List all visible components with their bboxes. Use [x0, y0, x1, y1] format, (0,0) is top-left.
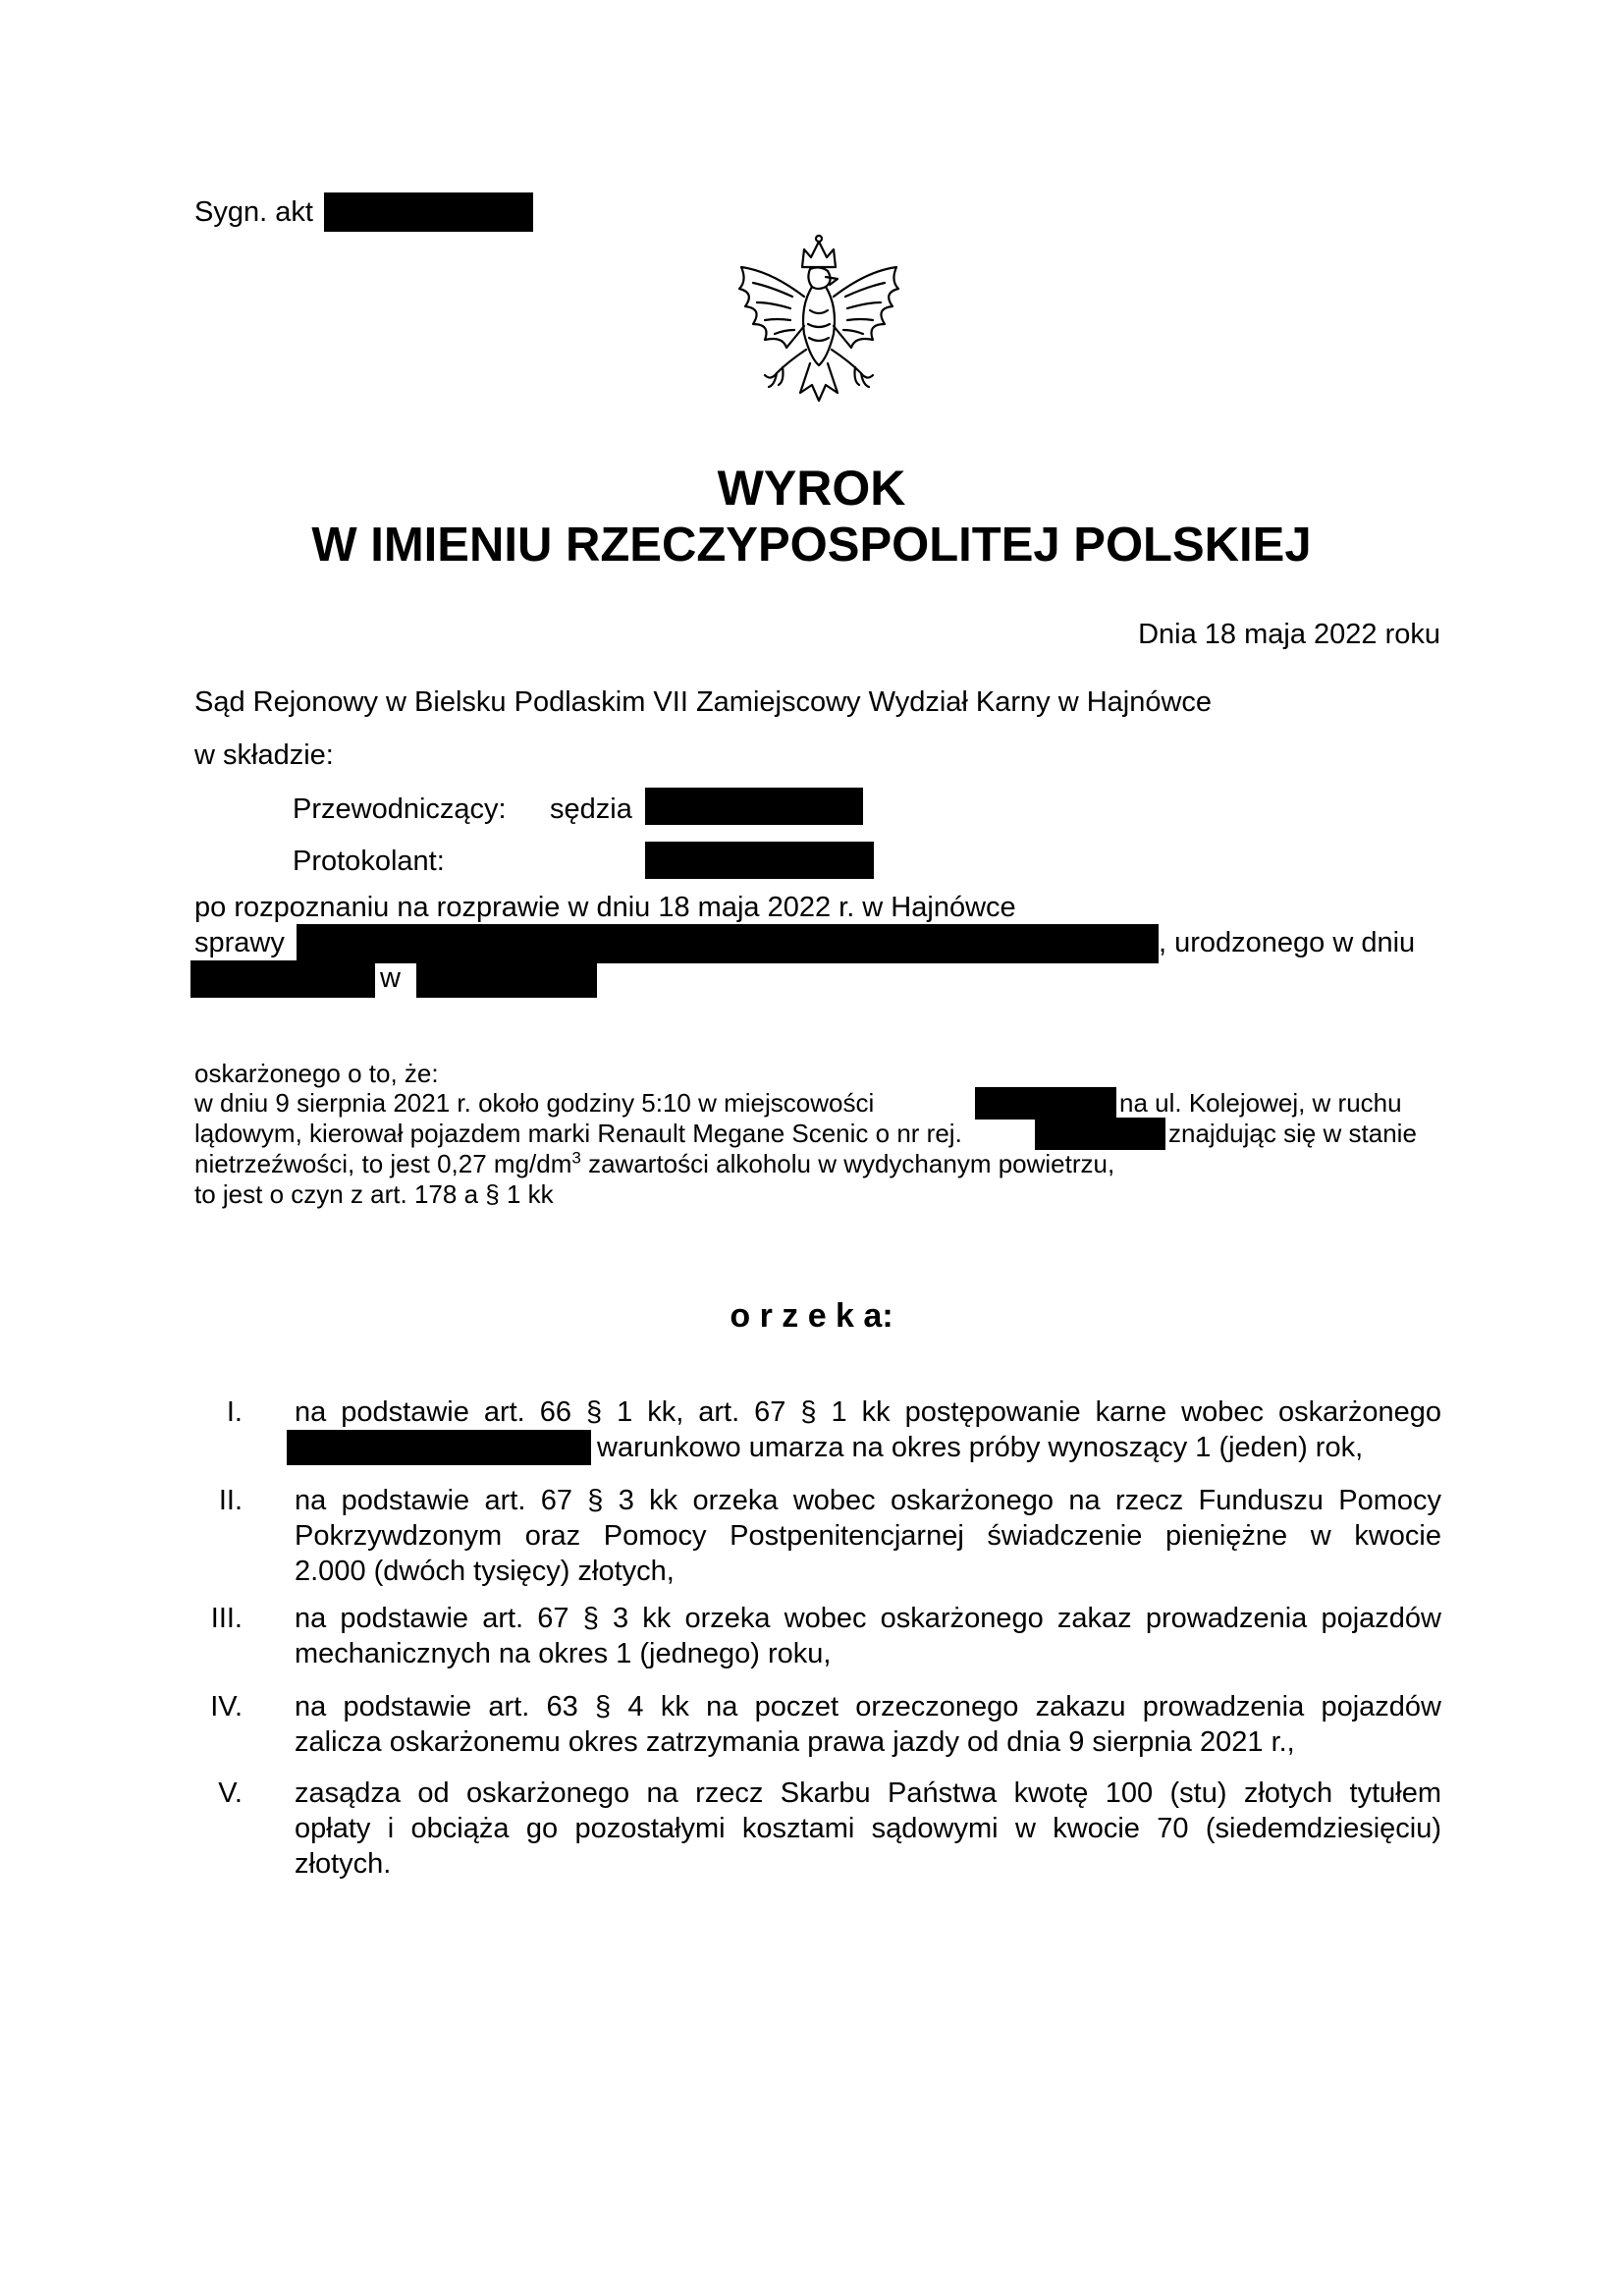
redaction-birth-place — [416, 960, 597, 998]
chair-title: sędzia — [550, 793, 632, 825]
case-birth-suffix: , urodzonego w dniu — [1159, 927, 1416, 958]
item-5-line-1: zasądza od oskarżonego na rzecz Skarbu Państwa kwotę 100 (stu) złotych tytułem — [295, 1777, 1441, 1809]
item-1-numeral: I. — [226, 1396, 243, 1428]
item-3-numeral: III. — [210, 1603, 243, 1634]
item-4 — [295, 1689, 1441, 1760]
redaction-defendant-item-1 — [287, 1430, 591, 1465]
charge-line-2b: znajdując się w stanie — [1168, 1119, 1417, 1148]
item-4-line-2: zalicza oskarżonemu okres zatrzymania prawa jazdy od dnia 9 sierpnia 2021 r., — [295, 1726, 1295, 1758]
court-name: Sąd Rejonowy w Bielsku Podlaskim VII Zamiejscowy Wydział Karny w Hajnówce — [194, 686, 1213, 718]
redaction-registration — [1035, 1118, 1165, 1150]
chair-label: Przewodniczący: — [293, 793, 507, 825]
hearing-line: po rozpoznaniu na rozprawie w dniu 18 maja 2022 r. w Hajnówce — [194, 892, 1016, 923]
item-1-line-1: na podstawie art. 66 § 1 kk, art. 67 § 1 kk postępowanie karne wobec oskarżonego — [295, 1396, 1441, 1428]
verdict-subtitle: W IMIENIU RZECZYPOSPOLITEJ POLSKIEJ — [311, 519, 1312, 572]
item-3 — [295, 1601, 1441, 1671]
place-prefix: w — [380, 962, 401, 994]
charge-line-1a: w dniu 9 sierpnia 2021 r. około godziny 5:10 w miejscowości — [194, 1088, 875, 1118]
item-5-line-3: złotych. — [295, 1848, 392, 1880]
item-4-line-1: na podstawie art. 63 § 4 kk na poczet orzeczonego zakazu prowadzenia pojazdów — [295, 1691, 1441, 1722]
item-5-numeral: V. — [218, 1777, 243, 1809]
item-1-line-2: warunkowo umarza na okres próby wynoszący 1 (jeden) rok, — [597, 1432, 1364, 1463]
verdict-date: Dnia 18 maja 2022 roku — [1138, 619, 1440, 650]
redaction-birth-date — [190, 960, 375, 998]
item-3-line-2: mechanicznych na okres 1 (jednego) roku, — [295, 1638, 832, 1669]
charge-intro: oskarżonego o to, że: — [194, 1059, 439, 1088]
clerk-label: Protokolant: — [293, 846, 445, 877]
case-number-label: Sygn. akt — [194, 196, 313, 228]
verdict-heading: o r z e k a: — [730, 1297, 893, 1335]
verdict-title: WYROK — [717, 461, 906, 516]
redaction-defendant-name — [297, 924, 1159, 963]
charge-line-3 — [194, 1149, 1114, 1179]
composition-label: w składzie: — [194, 739, 334, 771]
charge-line-2a: lądowym, kierował pojazdem marki Renault Megane Scenic o nr rej. — [194, 1119, 962, 1148]
item-2-line-3: 2.000 (dwóch tysięcy) złotych, — [295, 1556, 675, 1587]
redaction-case-number — [324, 192, 533, 232]
polish-eagle-emblem-icon — [731, 228, 906, 419]
item-5-line-2: opłaty i obciąża go pozostałymi kosztami sądowymi w kwocie 70 (siedemdziesięciu) — [295, 1813, 1441, 1844]
case-prefix: sprawy — [194, 927, 285, 958]
charge-line-4: to jest o czyn z art. 178 a § 1 kk — [194, 1179, 554, 1209]
item-4-numeral: IV. — [210, 1691, 243, 1722]
item-3-line-1: na podstawie art. 67 § 3 kk orzeka wobec oskarżonego zakaz prowadzenia pojazdów — [295, 1603, 1441, 1634]
item-2 — [295, 1483, 1441, 1589]
charge-line-3-sup: 3 — [571, 1148, 581, 1168]
charge-line-3b: zawartości alkoholu w wydychanym powietrzu, — [580, 1149, 1115, 1178]
redaction-judge-name — [645, 788, 863, 825]
redaction-locality — [975, 1087, 1116, 1120]
charge-line-3a: nietrzeźwości, to jest 0,27 mg/dm — [194, 1149, 572, 1178]
item-2-numeral: II. — [218, 1485, 243, 1516]
item-2-line-1: na podstawie art. 67 § 3 kk orzeka wobec oskarżonego na rzecz Funduszu Pomocy — [295, 1485, 1441, 1516]
item-5 — [295, 1776, 1441, 1882]
item-2-line-2: Pokrzywdzonym oraz Pomocy Postpenitencjarnej świadczenie pieniężne w kwocie — [295, 1520, 1441, 1552]
charge-line-1b: na ul. Kolejowej, w ruchu — [1119, 1088, 1402, 1118]
redaction-clerk-name — [645, 842, 874, 879]
